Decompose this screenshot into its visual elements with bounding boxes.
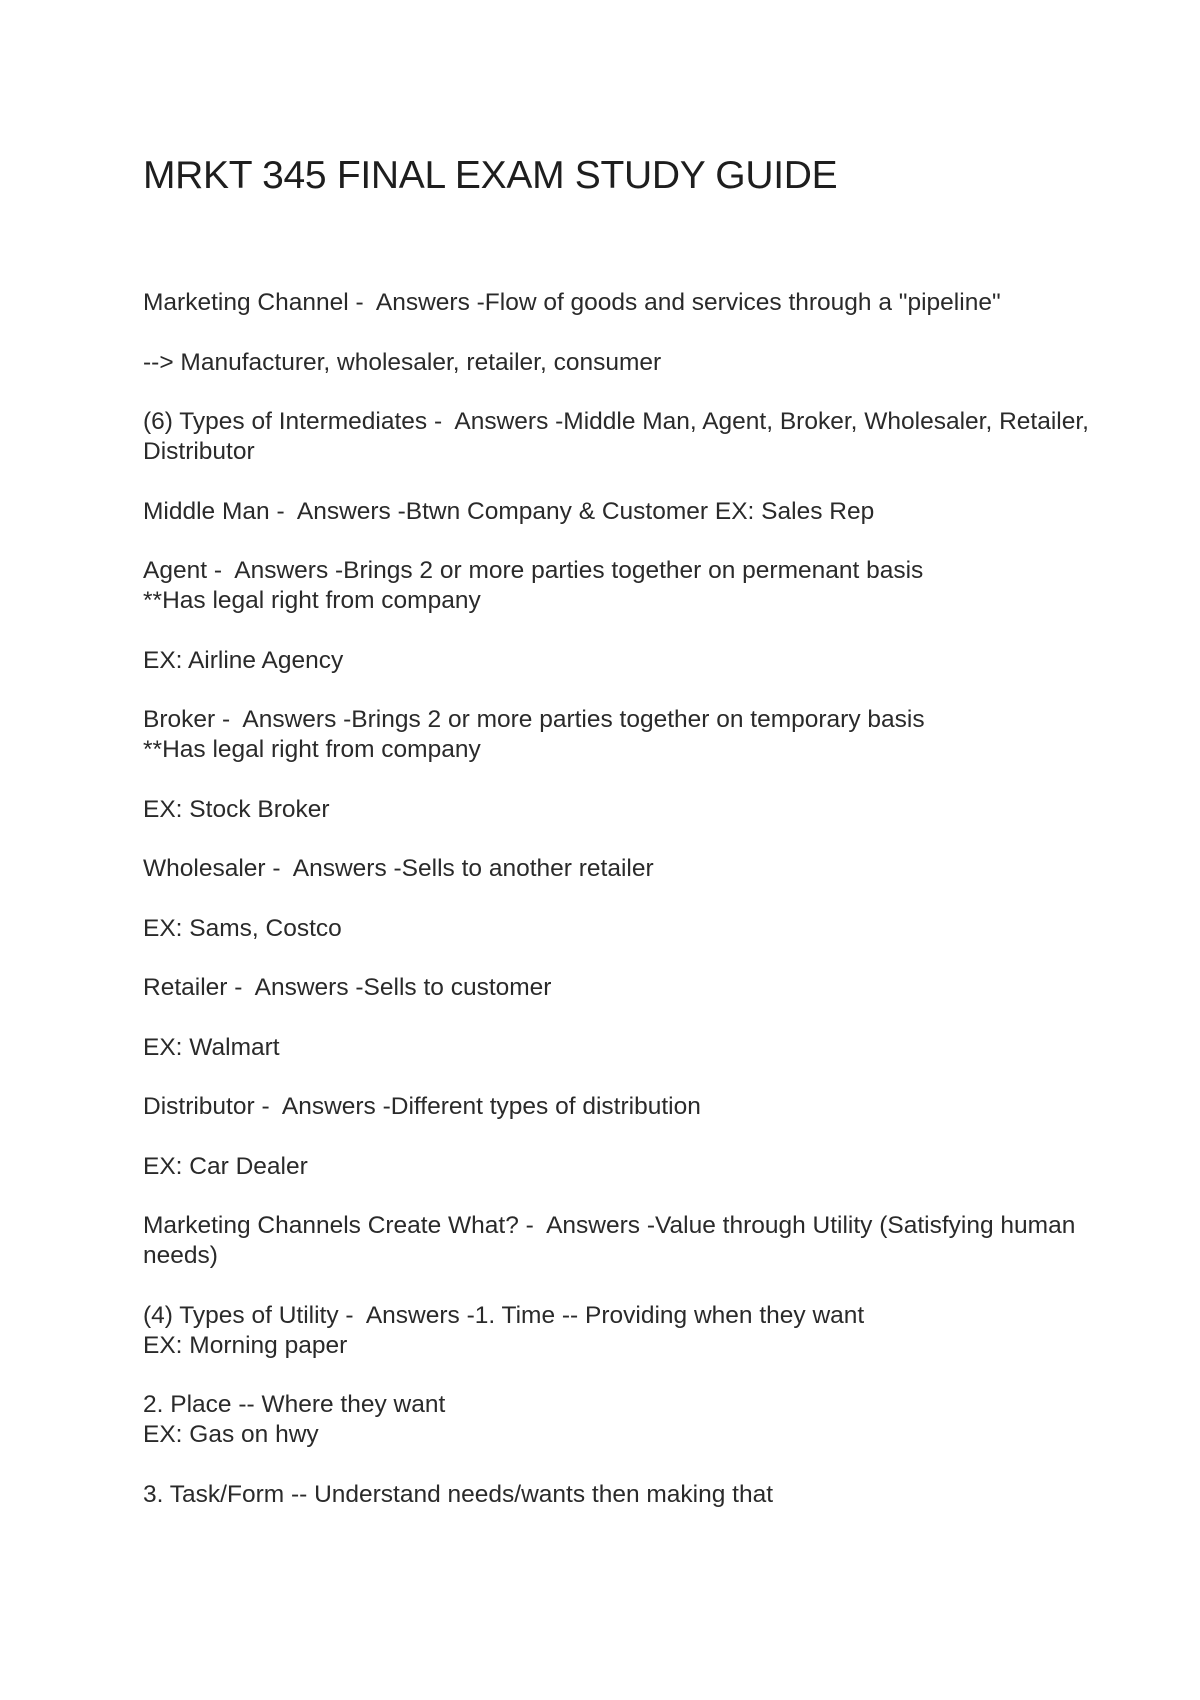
paragraph-line: **Has legal right from company (143, 587, 481, 614)
paragraph-line: (4) Types of Utility - Answers -1. Time -- Providing when they want (143, 1301, 865, 1329)
study-guide-paragraph (143, 795, 1103, 825)
study-guide-paragraph (143, 556, 1103, 616)
paragraph-line: Distributor (143, 438, 255, 465)
paragraph-line: Marketing Channel - Answers -Flow of goods and services through a "pipeline" (143, 289, 1001, 316)
study-guide-paragraph (143, 1301, 1103, 1361)
paragraph-line: (6) Types of Intermediates - Answers -Middle Man, Agent, Broker, Wholesaler, Retailer, (143, 408, 1089, 435)
study-guide-paragraph (143, 288, 1103, 318)
study-guide-paragraph (143, 1033, 1103, 1063)
study-guide-paragraph (143, 1390, 1103, 1450)
paragraph-line: EX: Stock Broker (143, 795, 330, 823)
paragraph-line: 3. Task/Form -- Understand needs/wants then making that (143, 1480, 774, 1508)
paragraph-line: EX: Airline Agency (143, 646, 344, 674)
study-guide-paragraph (143, 348, 1103, 378)
document-body (143, 288, 1103, 1539)
paragraph-line: --> Manufacturer, wholesaler, retailer, consumer (143, 348, 662, 376)
study-guide-paragraph (143, 407, 1103, 467)
study-guide-paragraph (143, 1152, 1103, 1182)
paragraph-line: EX: Walmart (143, 1033, 280, 1061)
paragraph-line: Wholesaler - Answers -Sells to another retailer (143, 855, 654, 882)
paragraph-line: EX: Morning paper (143, 1331, 348, 1359)
study-guide-paragraph (143, 646, 1103, 676)
paragraph-line: Marketing Channels Create What? - Answers -Value through Utility (Satisfying human (143, 1212, 1076, 1239)
paragraph-line: Agent - Answers -Brings 2 or more parties together on permenant basis (143, 557, 924, 584)
study-guide-paragraph (143, 914, 1103, 944)
study-guide-paragraph (143, 973, 1103, 1003)
study-guide-paragraph (143, 497, 1103, 527)
paragraph-line: Broker - Answers -Brings 2 or more parties together on temporary basis (143, 706, 925, 733)
paragraph-line: EX: Car Dealer (143, 1152, 308, 1180)
study-guide-paragraph (143, 854, 1103, 884)
paragraph-line: Retailer - Answers -Sells to customer (143, 974, 552, 1001)
paragraph-line: EX: Gas on hwy (143, 1421, 319, 1448)
document-title: MRKT 345 FINAL EXAM STUDY GUIDE (143, 154, 838, 197)
study-guide-paragraph (143, 1092, 1103, 1122)
paragraph-line: needs) (143, 1242, 218, 1269)
study-guide-paragraph (143, 1480, 1103, 1510)
study-guide-paragraph (143, 705, 1103, 765)
paragraph-line: **Has legal right from company (143, 736, 481, 763)
paragraph-line: Distributor - Answers -Different types of distribution (143, 1093, 701, 1120)
paragraph-line: EX: Sams, Costco (143, 914, 342, 942)
study-guide-paragraph (143, 1211, 1103, 1271)
paragraph-line: Middle Man - Answers -Btwn Company & Customer EX: Sales Rep (143, 497, 875, 525)
paragraph-line: 2. Place -- Where they want (143, 1391, 446, 1418)
